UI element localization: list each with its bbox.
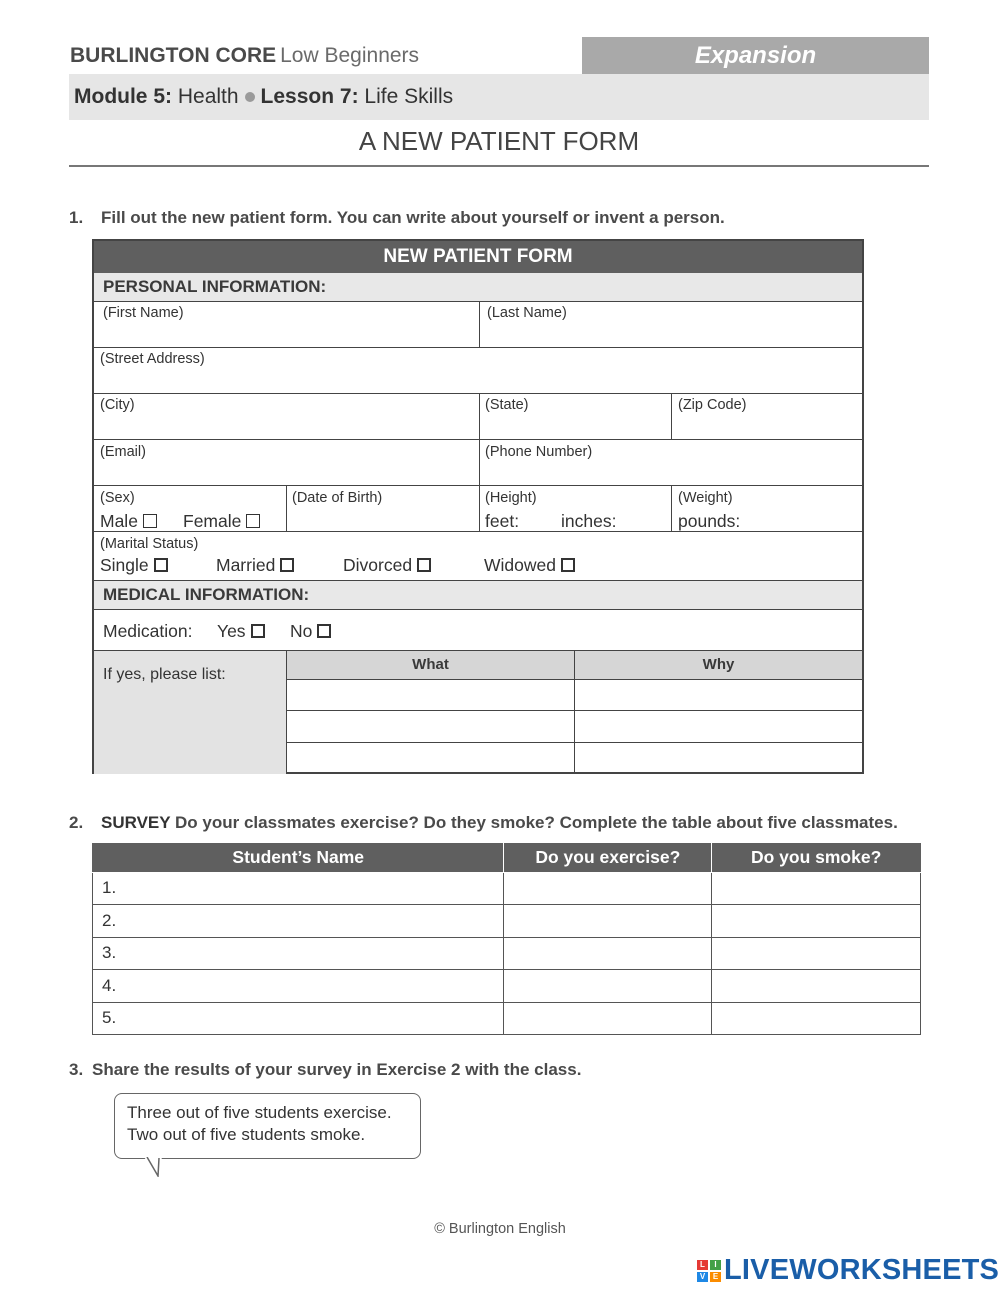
- medication-yes-option[interactable]: [217, 621, 265, 642]
- exercise-answer-cell[interactable]: [504, 872, 712, 905]
- bubble-line-1: Three out of five students exercise.: [127, 1103, 392, 1122]
- form-line: [286, 679, 862, 680]
- form-line: [286, 710, 862, 711]
- expansion-badge: Expansion: [582, 37, 929, 74]
- medication-what-input[interactable]: [288, 712, 573, 741]
- form-line: [94, 531, 862, 532]
- widowed-checkbox[interactable]: [561, 558, 575, 572]
- student-name-cell[interactable]: 1.: [93, 872, 504, 905]
- form-line: [94, 439, 862, 440]
- table-row: [93, 1002, 921, 1035]
- email-field[interactable]: (Email): [100, 444, 146, 460]
- course-level: Low Beginners: [280, 44, 420, 67]
- module-label: Module 5:: [74, 85, 172, 108]
- student-name-column-header: Student’s Name: [93, 843, 504, 872]
- student-name-cell[interactable]: 3.: [93, 937, 504, 970]
- weight-label: (Weight): [678, 490, 733, 506]
- bullet-icon: [245, 92, 255, 102]
- street-address-field[interactable]: (Street Address): [100, 351, 205, 367]
- student-name-cell[interactable]: 2.: [93, 905, 504, 938]
- divorced-checkbox[interactable]: [417, 558, 431, 572]
- why-column-header: Why: [575, 651, 862, 679]
- marital-status-label: (Marital Status): [100, 536, 199, 552]
- no-label: No: [290, 621, 313, 641]
- section-personal-info: PERSONAL INFORMATION:: [94, 273, 862, 301]
- table-row: [93, 905, 921, 938]
- survey-label: SURVEY: [101, 813, 171, 832]
- marital-divorced-option[interactable]: [343, 555, 431, 576]
- copyright-footer: © Burlington English: [434, 1221, 566, 1237]
- logo-letter-v: V: [697, 1272, 708, 1282]
- student-name-cell[interactable]: 4.: [93, 970, 504, 1003]
- form-line: [574, 651, 575, 774]
- female-label: Female: [183, 511, 242, 531]
- married-label: Married: [216, 555, 276, 575]
- student-name-cell[interactable]: 5.: [93, 1002, 504, 1035]
- date-of-birth-field[interactable]: (Date of Birth): [292, 490, 383, 506]
- smoke-answer-cell[interactable]: [712, 1002, 921, 1035]
- if-yes-label: If yes, please list:: [103, 666, 226, 683]
- form-line: [479, 393, 480, 439]
- yes-checkbox[interactable]: [251, 624, 265, 638]
- widowed-label: Widowed: [484, 555, 556, 575]
- height-inches-field[interactable]: inches:: [561, 511, 617, 531]
- section-medical-info: MEDICAL INFORMATION:: [94, 581, 862, 609]
- form-line: [286, 742, 862, 743]
- exercise-answer-cell[interactable]: [504, 970, 712, 1003]
- form-line: [94, 301, 862, 302]
- height-feet-field[interactable]: feet:: [485, 511, 520, 531]
- female-checkbox[interactable]: [246, 514, 260, 528]
- survey-header-row: [93, 843, 921, 872]
- brand-name: BURLINGTON CORE: [70, 44, 277, 67]
- form-title: NEW PATIENT FORM: [94, 241, 862, 273]
- module-name: Health: [177, 85, 239, 108]
- exercise-2-instruction: [69, 813, 898, 833]
- liveworksheets-grid-icon: [697, 1260, 723, 1284]
- form-line: [286, 485, 287, 531]
- form-line: [94, 609, 862, 610]
- medication-what-input[interactable]: [288, 681, 573, 709]
- exercise-column-header: Do you exercise?: [504, 843, 712, 872]
- marital-single-option[interactable]: [100, 555, 168, 576]
- exercise-answer-cell[interactable]: [504, 1002, 712, 1035]
- sex-label: (Sex): [100, 490, 135, 506]
- exercise-2-text: Do your classmates exercise? Do they smoke? Complete the table about five classmates.: [175, 813, 898, 832]
- new-patient-form: [92, 239, 864, 774]
- exercise-3-text: Share the results of your survey in Exercise 2 with the class.: [92, 1060, 582, 1079]
- survey-table: [92, 843, 921, 1035]
- smoke-answer-cell[interactable]: [712, 937, 921, 970]
- first-name-field[interactable]: (First Name): [103, 305, 184, 321]
- form-line: [479, 485, 480, 531]
- form-line: [671, 393, 672, 439]
- sex-female-option[interactable]: [183, 511, 260, 532]
- height-label: (Height): [485, 490, 537, 506]
- speech-bubble-tail-icon: [143, 1157, 165, 1177]
- form-line: [671, 485, 672, 531]
- marital-married-option[interactable]: [216, 555, 294, 576]
- exercise-answer-cell[interactable]: [504, 905, 712, 938]
- brand: [70, 44, 419, 68]
- weight-pounds-field[interactable]: pounds:: [678, 511, 741, 531]
- form-line: [286, 651, 287, 774]
- single-label: Single: [100, 555, 149, 575]
- smoke-answer-cell[interactable]: [712, 970, 921, 1003]
- medication-why-input[interactable]: [576, 744, 861, 773]
- page-title: A NEW PATIENT FORM: [358, 126, 640, 156]
- exercise-answer-cell[interactable]: [504, 937, 712, 970]
- liveworksheets-wordmark: LIVEWORKSHEETS: [724, 1254, 1000, 1286]
- no-checkbox[interactable]: [317, 624, 331, 638]
- exercise-2-number: 2.: [69, 813, 84, 832]
- medication-why-input[interactable]: [576, 681, 861, 709]
- form-line: [94, 393, 862, 394]
- logo-letter-i: I: [710, 1260, 721, 1270]
- city-field[interactable]: (City): [100, 397, 135, 413]
- exercise-1-instruction: [69, 208, 725, 228]
- lesson-name: Life Skills: [364, 85, 454, 108]
- male-label: Male: [100, 511, 138, 531]
- title-divider: [69, 165, 929, 167]
- last-name-field[interactable]: (Last Name): [487, 305, 567, 321]
- form-line: [94, 347, 862, 348]
- logo-letter-l: L: [697, 1260, 708, 1270]
- exercise-3-instruction: [69, 1060, 581, 1080]
- bubble-line-2: Two out of five students smoke.: [127, 1125, 366, 1144]
- smoke-answer-cell[interactable]: [712, 905, 921, 938]
- exercise-1-number: 1.: [69, 208, 84, 227]
- speech-bubble: [114, 1093, 421, 1159]
- form-line: [479, 439, 480, 485]
- module-bar: [69, 74, 929, 120]
- zip-code-field[interactable]: (Zip Code): [678, 397, 747, 413]
- table-row: [93, 937, 921, 970]
- logo-letter-e: E: [710, 1272, 721, 1282]
- divorced-label: Divorced: [343, 555, 413, 575]
- form-line: [479, 301, 480, 347]
- lesson-label: Lesson 7:: [260, 85, 359, 108]
- medication-label: Medication:: [103, 621, 193, 641]
- what-column-header: What: [287, 651, 574, 679]
- exercise-3-number: 3.: [69, 1060, 84, 1079]
- smoke-column-header: Do you smoke?: [712, 843, 921, 872]
- single-checkbox[interactable]: [154, 558, 168, 572]
- phone-number-field[interactable]: (Phone Number): [485, 444, 593, 460]
- male-checkbox[interactable]: [143, 514, 157, 528]
- married-checkbox[interactable]: [280, 558, 294, 572]
- table-row: [93, 970, 921, 1003]
- form-line: [94, 485, 862, 486]
- yes-label: Yes: [217, 621, 246, 641]
- smoke-answer-cell[interactable]: [712, 872, 921, 905]
- exercise-1-text: Fill out the new patient form. You can write about yourself or invent a person.: [101, 208, 725, 227]
- table-row: [93, 872, 921, 905]
- medication-what-input[interactable]: [288, 744, 573, 773]
- sex-male-option[interactable]: [100, 511, 157, 532]
- medication-no-option[interactable]: [290, 621, 331, 642]
- marital-widowed-option[interactable]: [484, 555, 575, 576]
- medication-why-input[interactable]: [576, 712, 861, 741]
- state-field[interactable]: (State): [485, 397, 529, 413]
